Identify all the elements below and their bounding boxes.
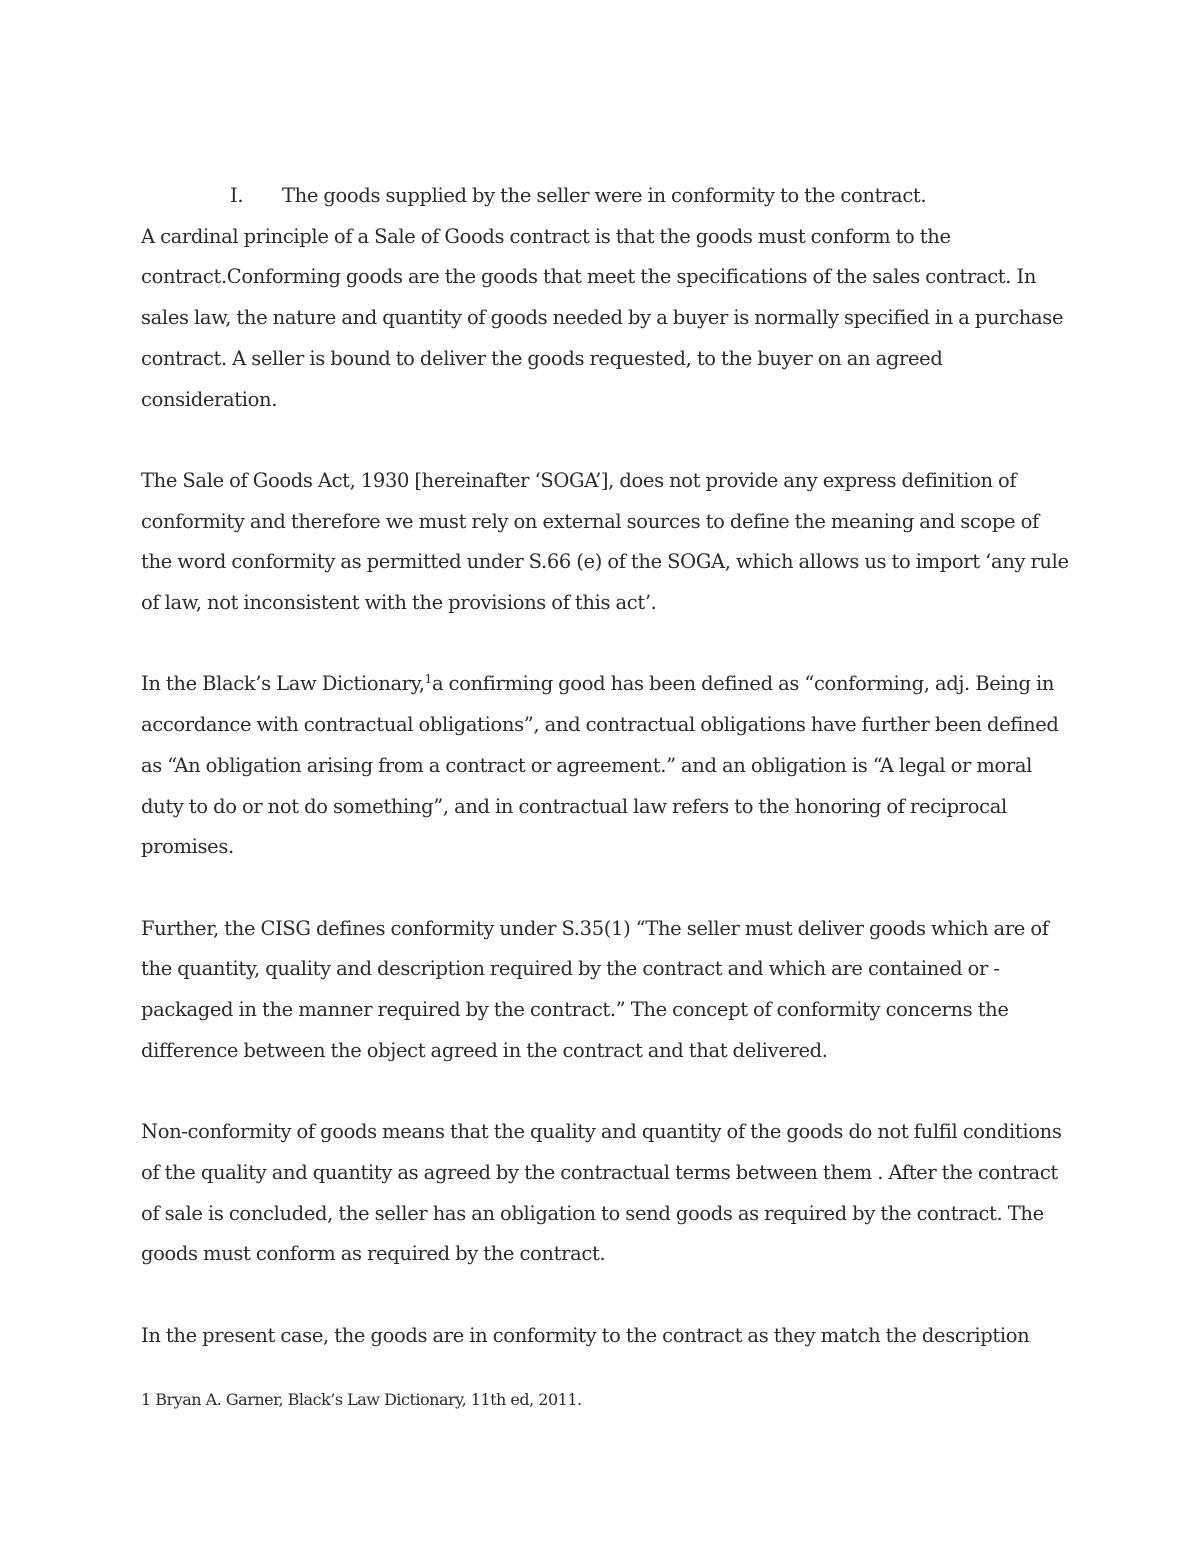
footnote: 1 Bryan A. Garner, Black’s Law Dictionary, 11th ed, 2011. <box>141 1390 582 1409</box>
paragraph-cardinal-principle: A cardinal principle of a Sale of Goods contract is that the goods must conform to the contract.Conforming goods are the goods that meet the specifications of the sales contract. In sales law, the nature and quantity of goods needed by a buyer is normally specified in a purchase contract. A seller is bound to deliver the goods requested, to the buyer on an agreed consideration. <box>141 224 1064 411</box>
section-title: The goods supplied by the seller were in conformity to the contract. <box>282 184 927 207</box>
footnote-reference: 1 <box>424 672 432 687</box>
section-number: I. <box>230 184 244 207</box>
paragraph-cisg: Further, the CISG defines conformity under S.35(1) “The seller must deliver goods which are of the quantity, quality and description required by the contract and which are contained or -packaged in the manner required by the contract.” The concept of conformity concerns the difference between the object agreed in the contract and that delivered. <box>141 916 1049 1062</box>
paragraph-non-conformity: Non-conformity of goods means that the quality and quantity of the goods do not fulfil conditions of the quality and quantity as agreed by the contractual terms between them . After the contract of sale is concluded, the seller has an obligation to send goods as required by the contract. The goods must conform as required by the contract. <box>141 1120 1062 1266</box>
document-body <box>141 176 1071 1356</box>
paragraph-soga-definition: The Sale of Goods Act, 1930 [hereinafter ‘SOGA’], does not provide any express definition of conformity and therefore we must rely on external sources to define the meaning and scope of the word conformity as permitted under S.66 (e) of the SOGA, which allows us to import ‘any rule of law, not inconsistent with the provisions of this act’. <box>141 468 1069 615</box>
section-heading <box>141 176 1071 217</box>
paragraph-present-case: In the present case, the goods are in conformity to the contract as they match the description <box>141 1323 1030 1347</box>
paragraph-blacks-law <box>141 664 1071 868</box>
paragraph-blacks-law-rest: a confirming good has been defined as “conforming, adj. Being in accordance with contractual obligations”, and contractual obligations have further been defined as “An obligation arising from a contract or agreement.” and an obligation is “A legal or moral duty to do or not do something”, and in contractual law refers to the honoring of reciprocal promises. <box>141 672 1059 859</box>
paragraph-blacks-law-start: In the Black’s Law Dictionary, <box>141 672 425 696</box>
